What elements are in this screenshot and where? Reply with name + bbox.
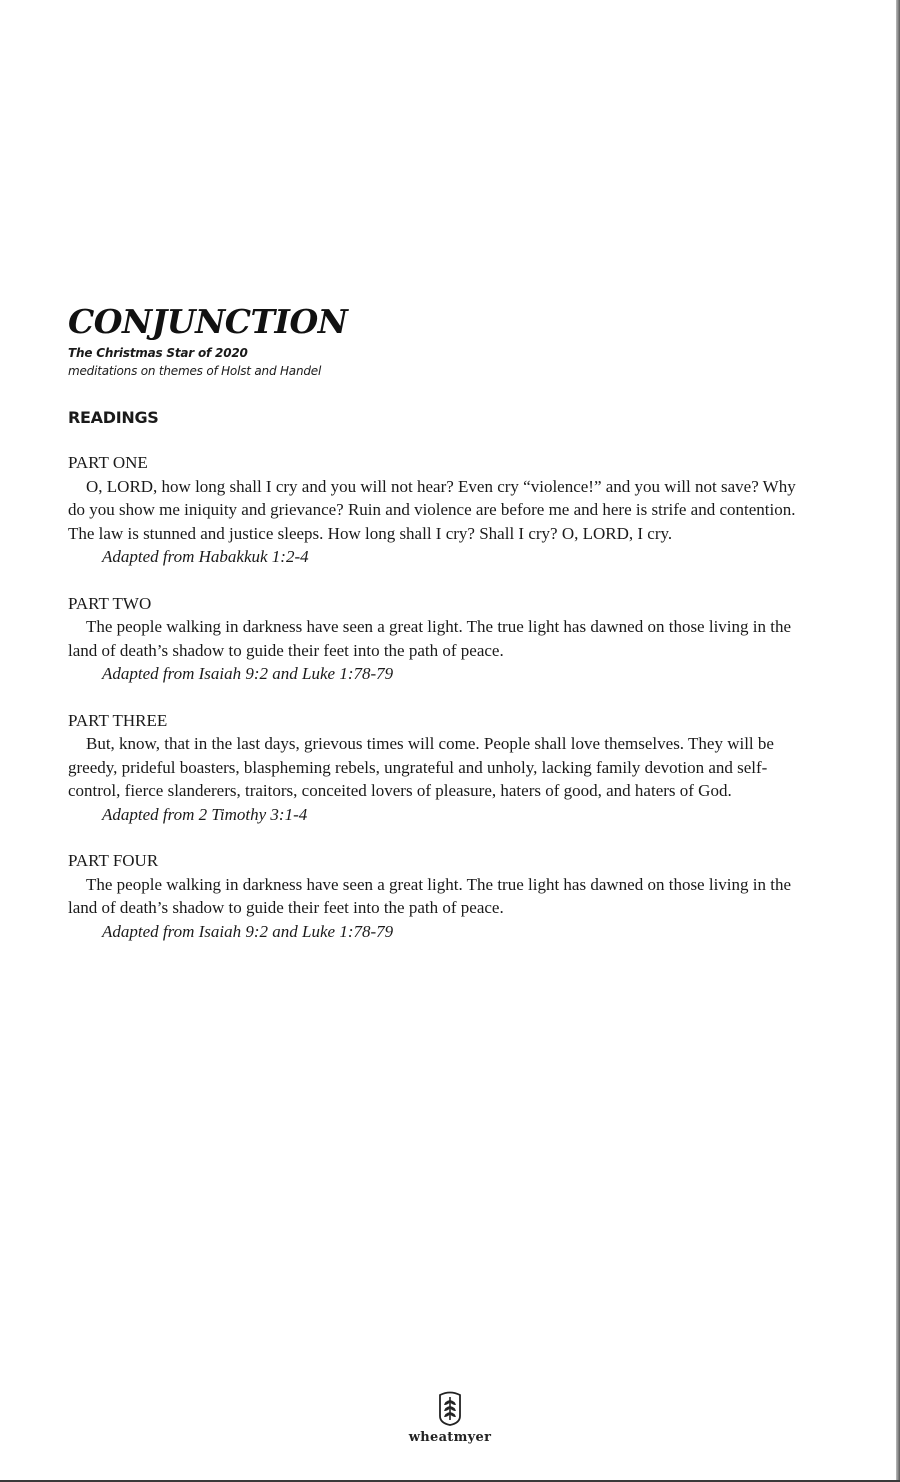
passage-citation: Adapted from Habakkuk 1:2-4 bbox=[102, 547, 309, 566]
publisher-logo-text: wheatmyer bbox=[408, 1430, 492, 1445]
passage-line: here is strife and contention. The law is stunned and justice sleeps. How long shall I cry? bbox=[68, 500, 796, 543]
passage-line: The people walking in darkness have seen a great light. The true light has dawned on bbox=[86, 617, 665, 636]
passage-line: The people walking in darkness have seen a great light. The true light has dawned on bbox=[86, 874, 665, 894]
passage-text bbox=[68, 615, 808, 662]
passage-line: those living in the land of death’s shadow to guide their feet into the path of peace. bbox=[68, 874, 792, 917]
passage-line: They will be greedy, prideful boasters, blaspheming rebels, ungrateful and unholy, lacking bbox=[68, 734, 774, 777]
passage-line: Shall I cry? O, LORD, I cry. bbox=[479, 523, 673, 543]
passage-line: haters of good, and haters of God. bbox=[500, 781, 732, 800]
publisher-logo bbox=[390, 1390, 510, 1446]
wheat-seal-icon bbox=[436, 1390, 464, 1426]
passage-citation: Adapted from Isaiah 9:2 and Luke 1:78-79 bbox=[102, 664, 394, 683]
passage-line: family devotion and self-control, fierce slanderers, traitors, conceited lovers of pleasure, bbox=[68, 757, 768, 800]
section-heading-readings: READINGS bbox=[68, 408, 159, 427]
page-edge bbox=[896, 0, 900, 1482]
part-title: PART TWO bbox=[68, 593, 152, 613]
reading-part-three bbox=[68, 709, 808, 827]
passage-citation: Adapted from Isaiah 9:2 and Luke 1:78-79 bbox=[102, 921, 394, 941]
document-subtitle-detail: meditations on themes of Holst and Handel bbox=[68, 364, 322, 378]
reading-part-one bbox=[68, 451, 808, 569]
part-title: PART FOUR bbox=[68, 851, 159, 870]
passage-text bbox=[68, 732, 808, 803]
passage-line: But, know, that in the last days, grievous times will come. People shall love themselves. bbox=[86, 734, 685, 753]
reading-part-four bbox=[68, 849, 808, 943]
reading-part-two bbox=[68, 592, 808, 686]
document-subtitle: The Christmas Star of 2020 bbox=[68, 346, 248, 360]
part-title: PART THREE bbox=[68, 710, 168, 730]
document-title: CONJUNCTION bbox=[68, 302, 348, 341]
passage-citation: Adapted from 2 Timothy 3:1-4 bbox=[102, 804, 308, 824]
passage-text bbox=[68, 873, 808, 920]
passage-line: save? Why do you show me iniquity and grievance? Ruin and violence are before me and bbox=[68, 476, 796, 519]
document-body bbox=[68, 300, 808, 966]
part-title: PART ONE bbox=[68, 453, 148, 472]
passage-line: O, LORD, how long shall I cry and you will not hear? Even cry “violence!” and you will not bbox=[86, 476, 717, 496]
passage-text bbox=[68, 475, 808, 546]
passage-line: those living in the land of death’s shadow to guide their feet into the path of peace. bbox=[68, 617, 792, 660]
